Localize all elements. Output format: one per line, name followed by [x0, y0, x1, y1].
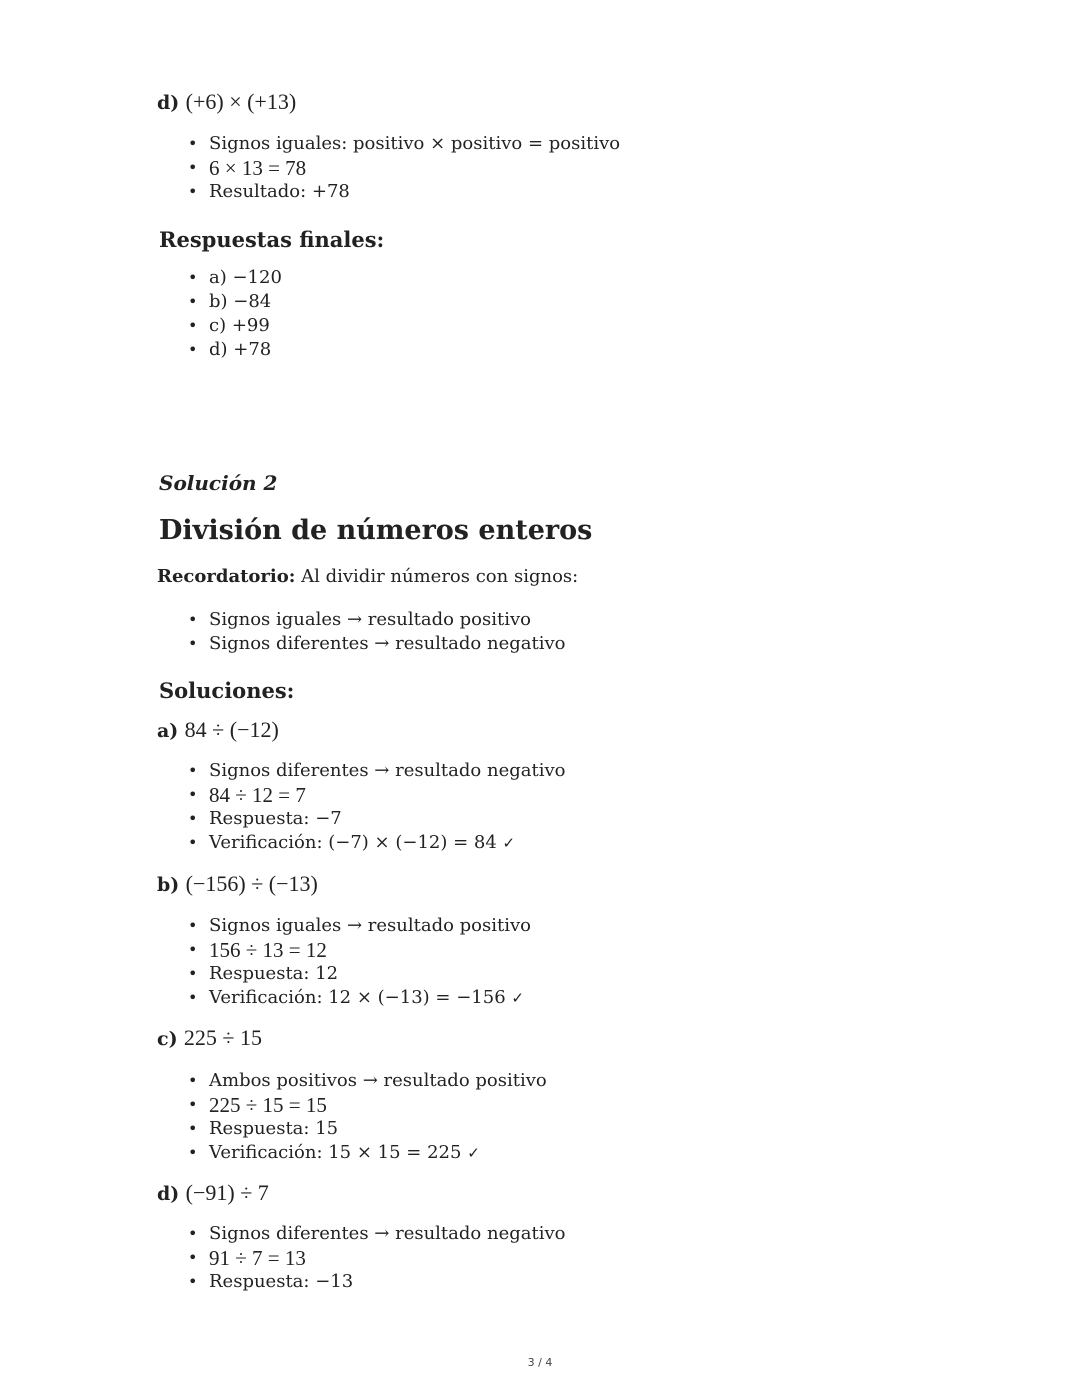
bullet-icon: • — [188, 182, 198, 201]
solutions-heading: Soluciones: — [159, 678, 295, 703]
problem-heading — [157, 870, 318, 899]
problem-label: d) — [157, 92, 180, 114]
bullet-icon: • — [188, 1119, 198, 1138]
solution-label: Solución 2 — [159, 471, 278, 495]
step-text: Verificación: 12 × (−13) = −156 — [209, 987, 506, 1008]
bullet-icon: • — [188, 1095, 198, 1114]
problem-expression: 225 ÷ 15 — [183, 1025, 262, 1050]
answer-text: b) −84 — [209, 291, 272, 312]
answer-text: d) +78 — [209, 339, 272, 360]
page-number: 3 / 4 — [527, 1356, 553, 1369]
bullet-icon: • — [188, 940, 198, 959]
step-text: 6 × 13 = 78 — [209, 156, 307, 180]
answer-text: a) −120 — [209, 267, 282, 288]
problem-heading — [157, 88, 296, 117]
checkmark-icon: ✓ — [511, 989, 524, 1007]
reminder-paragraph — [157, 566, 578, 587]
bullet-icon: • — [188, 988, 198, 1007]
bullet-icon: • — [188, 316, 198, 335]
reminder-text: Al dividir números con signos: — [295, 566, 579, 587]
section-title: División de números enteros — [159, 515, 593, 546]
step-text: Respuesta: 15 — [209, 1118, 339, 1139]
bullet-icon: • — [188, 1143, 198, 1162]
step-text: 156 ÷ 13 = 12 — [209, 938, 327, 962]
bullet-icon: • — [188, 785, 198, 804]
problem-heading — [157, 1024, 262, 1053]
problem-heading — [157, 716, 279, 745]
problem-label: b) — [157, 874, 180, 896]
problem-expression: (−156) ÷ (−13) — [185, 871, 318, 896]
reminder-label: Recordatorio: — [157, 566, 296, 587]
step-text: Respuesta: 12 — [209, 963, 339, 984]
bullet-icon: • — [188, 610, 198, 629]
bullet-icon: • — [188, 809, 198, 828]
final-answers-heading: Respuestas finales: — [159, 227, 385, 252]
bullet-icon: • — [188, 964, 198, 983]
bullet-icon: • — [188, 1248, 198, 1267]
bullet-icon: • — [188, 916, 198, 935]
problem-expression: (−91) ÷ 7 — [185, 1180, 269, 1205]
answer-text: c) +99 — [209, 315, 270, 336]
problem-label: d) — [157, 1183, 180, 1205]
checkmark-icon: ✓ — [467, 1144, 480, 1162]
bullet-icon: • — [188, 340, 198, 359]
problem-heading — [157, 1179, 269, 1208]
step-text: Signos diferentes → resultado negativo — [209, 760, 566, 781]
bullet-icon: • — [188, 1272, 198, 1291]
bullet-icon: • — [188, 1071, 198, 1090]
step-text: Verificación: 15 × 15 = 225 — [209, 1142, 462, 1163]
step-text: Signos diferentes → resultado negativo — [209, 1223, 566, 1244]
bullet-icon: • — [188, 158, 198, 177]
bullet-icon: • — [188, 634, 198, 653]
step-text: Signos iguales → resultado positivo — [209, 915, 532, 936]
step-text: Resultado: +78 — [209, 181, 350, 202]
step-text: Respuesta: −13 — [209, 1271, 354, 1292]
step-text: 91 ÷ 7 = 13 — [209, 1246, 306, 1270]
bullet-icon: • — [188, 1224, 198, 1243]
step-text: 225 ÷ 15 = 15 — [209, 1093, 327, 1117]
bullet-icon: • — [188, 833, 198, 852]
step-text: Verificación: (−7) × (−12) = 84 — [209, 832, 497, 853]
rule-text: Signos diferentes → resultado negativo — [209, 633, 566, 654]
step-text: Ambos positivos → resultado positivo — [209, 1070, 547, 1091]
problem-expression: (+6) × (+13) — [185, 89, 297, 114]
bullet-icon: • — [188, 292, 198, 311]
bullet-icon: • — [188, 761, 198, 780]
problem-label: c) — [157, 1028, 178, 1050]
step-text: Respuesta: −7 — [209, 808, 342, 829]
bullet-icon: • — [188, 268, 198, 287]
problem-label: a) — [157, 720, 179, 742]
step-text: 84 ÷ 12 = 7 — [209, 783, 306, 807]
step-text: Signos iguales: positivo × positivo = positivo — [209, 133, 621, 154]
checkmark-icon: ✓ — [502, 834, 516, 852]
rule-text: Signos iguales → resultado positivo — [209, 609, 532, 630]
bullet-icon: • — [188, 134, 198, 153]
problem-expression: 84 ÷ (−12) — [184, 717, 279, 742]
